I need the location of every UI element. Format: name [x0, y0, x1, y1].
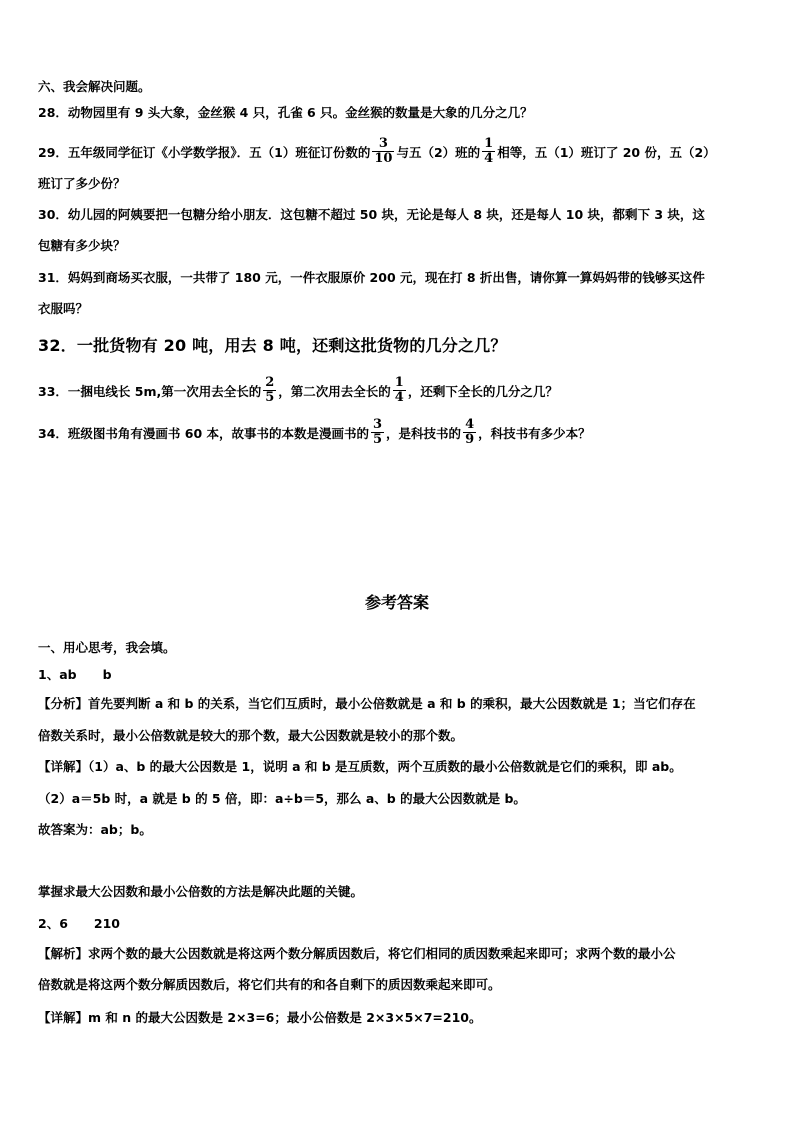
question-34-text-b: ，是科技书的	[386, 426, 462, 441]
section-heading-problems: 六、我会解决问题。	[38, 79, 151, 94]
question-29-line2: 班订了多少份？	[38, 176, 126, 191]
answer-2-analysis-line1: 【解析】求两个数的最大公因数就是将这两个数分解质因数后，将它们相同的质因数乘起来即可；求两个数的最小公	[38, 946, 676, 961]
answer-1-final: 故答案为：ab；b。	[38, 822, 152, 837]
question-30-line1: 30．幼儿园的阿姨要把一包糖分给小朋友．这包糖不超过 50 块，无论是每人 8 块，还是每人 10 块，都剩下 3 块，这	[38, 207, 705, 222]
question-33	[38, 375, 758, 407]
answer-2-detail: 【详解】m 和 n 的最大公因数是 2×3=6；最小公倍数是 2×3×5×7=210。	[38, 1010, 482, 1025]
fraction-numerator: 2	[265, 375, 275, 390]
fraction-2-5	[263, 376, 276, 405]
answer-1-value-b: b	[102, 667, 112, 682]
fraction-denominator: 5	[265, 390, 275, 405]
question-29-text-a: 29．五年级同学征订《小学数学报》．五（1）班征订份数的	[38, 145, 371, 160]
answer-1-analysis-line1: 【分析】首先要判断 a 和 b 的关系，当它们互质时，最小公倍数就是 a 和 b 的乘积，最大公因数就是 1；当它们存在	[38, 696, 696, 711]
fraction-1-4	[482, 137, 495, 166]
question-33-text-c: ，还剩下全长的几分之几？	[407, 384, 558, 399]
fraction-denominator: 5	[373, 432, 383, 447]
answer-2-value-a: 2、6	[38, 916, 68, 931]
question-33-text-b: ，第二次用去全长的	[278, 384, 391, 399]
fraction-numerator: 3	[372, 137, 394, 152]
answer-1-summary: 掌握求最大公因数和最小公倍数的方法是解决此题的关键。	[38, 884, 364, 899]
fraction-numerator: 1	[394, 375, 404, 390]
question-34-text-a: 34．班级图书角有漫画书 60 本，故事书的本数是漫画书的	[38, 426, 369, 441]
question-29-text-b: 与五（2）班的	[396, 145, 481, 160]
answers-section-heading: 一、用心思考，我会填。	[38, 640, 176, 655]
question-29-line1	[38, 136, 758, 168]
fraction-denominator: 10	[374, 151, 393, 166]
fraction-denominator: 4	[484, 151, 494, 166]
question-30-line2: 包糖有多少块？	[38, 238, 126, 253]
fraction-denominator: 9	[465, 432, 475, 447]
answer-2-analysis-line2: 倍数就是将这两个数分解质因数后，将它们共有的和各自剩下的质因数乘起来即可。	[38, 977, 501, 992]
fraction-numerator: 4	[465, 417, 475, 432]
answer-1-header	[38, 666, 758, 684]
fraction-3-5	[371, 418, 384, 447]
fraction-numerator: 3	[373, 417, 383, 432]
fraction-numerator: 1	[484, 136, 494, 151]
answer-1-detail-line2: （2）a＝5b 时，a 就是 b 的 5 倍，即：a÷b＝5，那么 a、b 的最大公因数就是 b。	[38, 791, 526, 806]
question-31-line1: 31．妈妈到商场买衣服，一共带了 180 元，一件衣服原价 200 元，现在打 8 折出售，请你算一算妈妈带的钱够买这件	[38, 270, 705, 285]
question-29-text-c: 相等，五（1）班订了 20 份，五（2）	[497, 145, 716, 160]
question-34-text-c: ，科技书有多少本？	[478, 426, 591, 441]
fraction-1-4	[393, 376, 406, 405]
question-28: 28．动物园里有 9 头大象，金丝猴 4 只，孔雀 6 只。金丝猴的数量是大象的几分之几？	[38, 105, 533, 120]
answer-2-header	[38, 915, 758, 933]
answer-1-detail-line1: 【详解】（1）a、b 的最大公因数是 1，说明 a 和 b 是互质数，两个互质数的最小公倍数就是它们的乘积，即 ab。	[38, 759, 682, 774]
answers-title: 参考答案	[364, 593, 429, 612]
question-34	[38, 417, 758, 449]
answer-2-value-b: 210	[93, 916, 120, 931]
fraction-3-10	[372, 137, 394, 166]
answer-1-value-a: 1、ab	[38, 667, 77, 682]
fraction-denominator: 4	[394, 390, 404, 405]
fraction-4-9	[463, 418, 476, 447]
question-33-text-a: 33．一捆电线长 5m,第一次用去全长的	[38, 384, 262, 399]
answer-1-analysis-line2: 倍数关系时，最小公倍数就是较大的那个数，最大公因数就是较小的那个数。	[38, 728, 464, 743]
question-31-line2: 衣服吗？	[38, 301, 89, 316]
question-32: 32．一批货物有 20 吨，用去 8 吨，还剩这批货物的几分之几？	[38, 336, 507, 355]
